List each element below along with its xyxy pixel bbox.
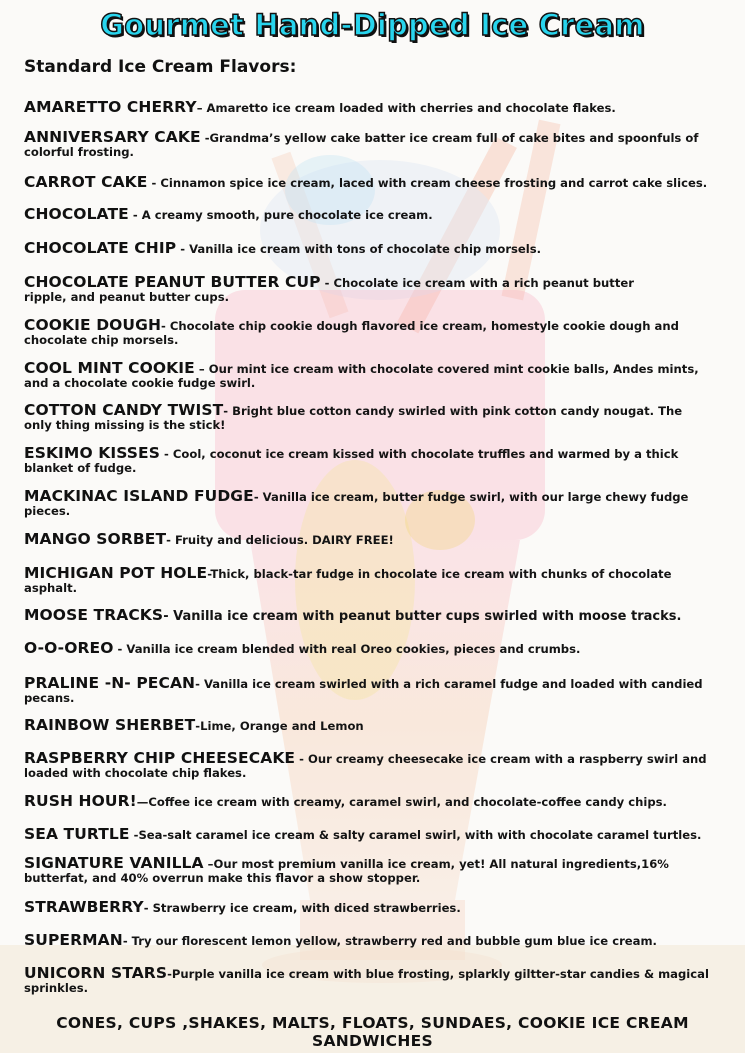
- flavor-name: O-O-OREO: [24, 639, 114, 657]
- flavor-name: ESKIMO KISSES: [24, 444, 160, 462]
- flavor-name: COOL MINT COOKIE: [24, 359, 195, 377]
- flavor-item: [24, 175, 710, 190]
- flavor-item: [24, 794, 710, 809]
- flavor-item: [24, 856, 710, 885]
- flavor-description: - Cool, coconut ice cream kissed with chocolate truffles and warmed by a thick blanket of fudge.: [24, 447, 679, 475]
- flavor-name: CHOCOLATE CHIP: [24, 239, 177, 257]
- flavor-item: [24, 933, 710, 948]
- page-title: Gourmet Hand-Dipped Ice Cream: [100, 8, 645, 42]
- flavor-name: SEA TURTLE: [24, 825, 130, 843]
- flavor-description: - A creamy smooth, pure chocolate ice cream.: [128, 208, 433, 222]
- flavor-description: -Purple vanilla ice cream with blue frosting, splarkly giltter-star candies & magical sprinkles.: [24, 967, 709, 995]
- flavor-description: - Vanilla ice cream with peanut butter cups swirled with moose tracks.: [163, 609, 682, 624]
- flavor-name: SIGNATURE VANILLA: [24, 854, 204, 872]
- flavor-item: [24, 966, 710, 995]
- flavor-description: - Vanilla ice cream swirled with a rich caramel fudge and loaded with candied pecans.: [24, 677, 703, 705]
- flavor-item: [24, 130, 710, 159]
- flavor-item: [24, 318, 710, 347]
- flavor-name: MICHIGAN POT HOLE: [24, 564, 208, 582]
- flavor-name: COTTON CANDY TWIST: [24, 401, 224, 419]
- flavor-description: - Vanilla ice cream with tons of chocolate chip morsels.: [176, 242, 542, 256]
- flavor-description: -Lime, Orange and Lemon: [195, 719, 364, 733]
- flavor-name: CHOCOLATE PEANUT BUTTER CUP: [24, 273, 321, 291]
- flavor-name: PRALINE -N- PECAN: [24, 674, 196, 692]
- flavor-item: [24, 566, 710, 595]
- flavor-item: [24, 676, 710, 705]
- flavor-description: - Vanilla ice cream blended with real Oreo cookies, pieces and crumbs.: [113, 642, 581, 656]
- flavor-name: RASPBERRY CHIP CHEESECAKE: [24, 749, 296, 767]
- flavor-item: [24, 241, 710, 256]
- flavor-item: [24, 275, 644, 304]
- flavor-item: [24, 361, 710, 390]
- flavor-item: [24, 751, 710, 780]
- flavor-item: [24, 641, 710, 656]
- flavor-item: [24, 100, 710, 115]
- flavor-name: UNICORN STARS: [24, 964, 168, 982]
- flavor-description: - Try our florescent lemon yellow, strawberry red and bubble gum blue ice cream.: [122, 934, 657, 948]
- flavor-name: CHOCOLATE: [24, 205, 129, 223]
- section-heading: Standard Ice Cream Flavors:: [24, 57, 297, 77]
- flavor-description: – Amaretto ice cream loaded with cherries and chocolate flakes.: [196, 101, 616, 115]
- flavor-description: - Vanilla ice cream, butter fudge swirl, with our large chewy fudge pieces.: [24, 490, 689, 518]
- flavor-description: - Fruity and delicious. DAIRY FREE!: [166, 533, 394, 547]
- flavor-description: -Grandma’s yellow cake batter ice cream full of cake bites and spoonfuls of colorful frosting.: [24, 131, 699, 159]
- flavor-name: RAINBOW SHERBET: [24, 716, 196, 734]
- flavor-description: —Coffee ice cream with creamy, caramel swirl, and chocolate-coffee candy chips.: [136, 795, 667, 809]
- flavor-description: - Our creamy cheesecake ice cream with a raspberry swirl and loaded with chocolate chip flakes.: [24, 752, 707, 780]
- footer-product-list: CONES, CUPS ,SHAKES, MALTS, FLOATS, SUNDAES, COOKIE ICE CREAM SANDWICHES: [56, 1014, 689, 1050]
- flavor-item: [24, 900, 710, 915]
- flavor-name: MANGO SORBET: [24, 530, 167, 548]
- flavor-description: - Bright blue cotton candy swirled with pink cotton candy nougat. The only thing missing is the stick!: [24, 404, 683, 432]
- flavor-name: MOOSE TRACKS: [24, 606, 164, 624]
- flavor-name: CARROT CAKE: [24, 173, 148, 191]
- flavor-item: [24, 608, 710, 624]
- flavor-description: -Thick, black-tar fudge in chocolate ice cream with chunks of chocolate asphalt.: [24, 567, 672, 595]
- flavor-description: - Cinnamon spice ice cream, laced with cream cheese frosting and carrot cake slices.: [147, 176, 708, 190]
- flavor-name: ANNIVERSARY CAKE: [24, 128, 201, 146]
- flavor-item: [24, 403, 710, 432]
- flavor-item: [24, 532, 710, 547]
- flavor-name: MACKINAC ISLAND FUDGE: [24, 487, 254, 505]
- flavor-name: RUSH HOUR!: [24, 792, 137, 810]
- flavor-name: SUPERMAN: [24, 931, 123, 949]
- flavor-item: [24, 718, 710, 733]
- flavor-item: [24, 489, 710, 518]
- flavor-item: [24, 827, 710, 842]
- flavor-description: - Strawberry ice cream, with diced strawberries.: [143, 901, 461, 915]
- flavor-item: [24, 207, 710, 222]
- flavor-description: - Chocolate chip cookie dough flavored ice cream, homestyle cookie dough and chocolate chip morsels.: [24, 319, 679, 347]
- flavor-name: AMARETTO CHERRY: [24, 98, 197, 116]
- flavor-name: COOKIE DOUGH: [24, 316, 162, 334]
- flavor-description: –Our most premium vanilla ice cream, yet! All natural ingredients,16% butterfat, and 40% overrun make this flavor a show stopper.: [24, 857, 669, 885]
- flavor-description: -Sea-salt caramel ice cream & salty caramel swirl, with with chocolate caramel turtles.: [129, 828, 702, 842]
- flavor-description: - Chocolate ice cream with a rich peanut butter ripple, and peanut butter cups.: [24, 276, 634, 304]
- flavor-description: – Our mint ice cream with chocolate covered mint cookie balls, Andes mints, and a chocolate cookie fudge swirl.: [24, 362, 699, 390]
- flavor-item: [24, 446, 710, 475]
- flavor-name: STRAWBERRY: [24, 898, 144, 916]
